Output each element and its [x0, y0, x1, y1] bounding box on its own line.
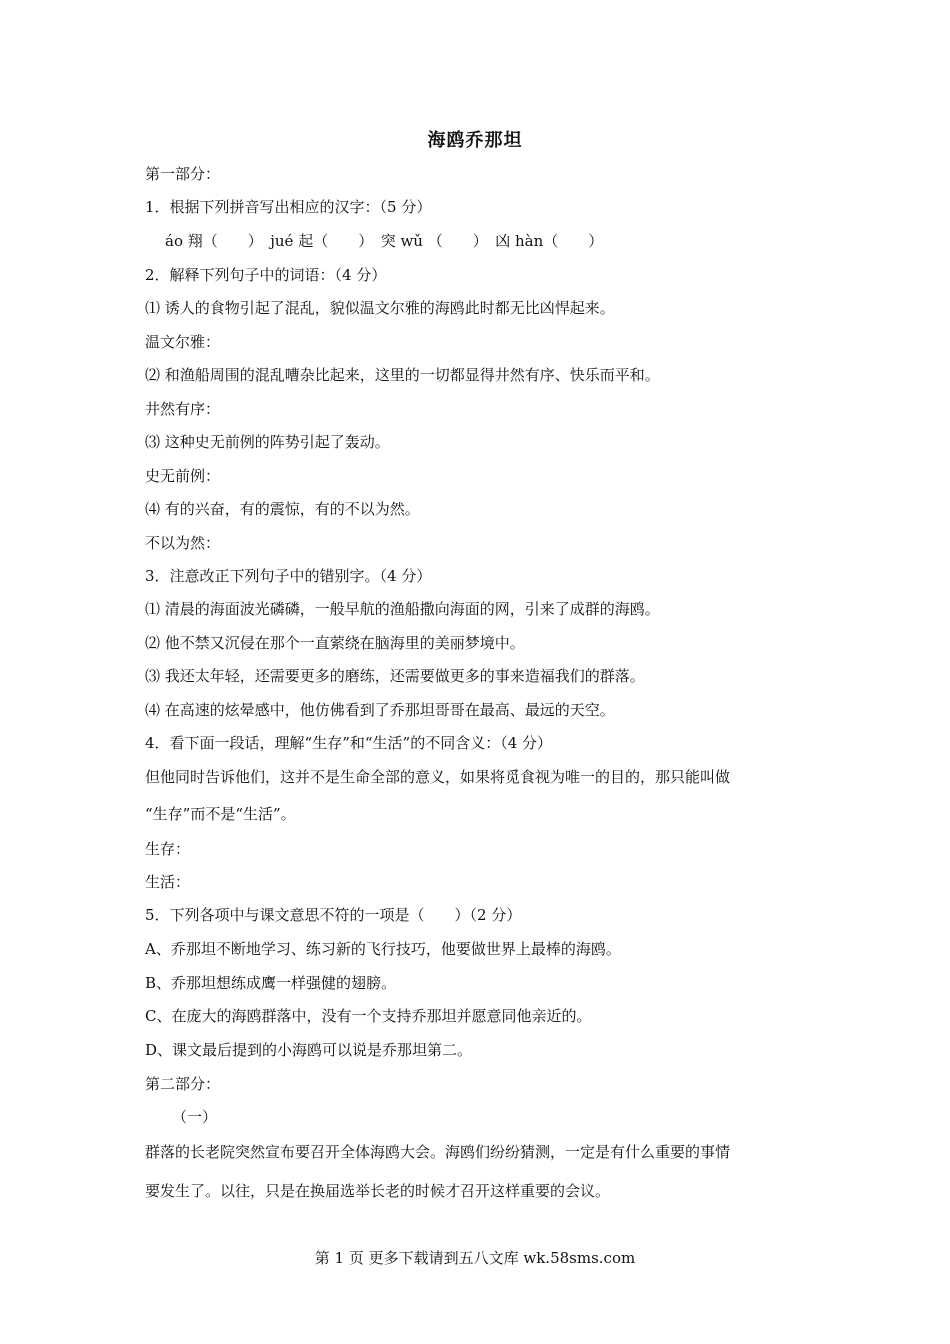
answer-label: 生存：: [145, 840, 191, 858]
option-d: D、课文最后提到的小海鸥可以说是乔那坦第二。: [145, 1041, 473, 1059]
paragraph-line: “生存”而不是“生活”。: [145, 805, 296, 823]
section-heading: 第二部分：: [145, 1075, 221, 1093]
sentence-item: ⑷ 在高速的炫晕感中，他仿佛看到了乔那坦哥哥在最高、最远的天空。: [145, 701, 615, 719]
subsection-heading: （一）: [172, 1108, 218, 1126]
page-title: 海鸥乔那坦: [427, 130, 523, 151]
section-heading: 第一部分：: [145, 165, 221, 183]
sentence-item: ⑴ 诱人的食物引起了混乱，貌似温文尔雅的海鸥此时都无比凶悍起来。: [145, 299, 615, 317]
paragraph-line: 但他同时告诉他们，这并不是生命全部的意义，如果将觅食视为唯一的目的，那只能叫做: [145, 768, 731, 786]
question-3: 3．注意改正下列句子中的错别字。（4 分）: [145, 567, 432, 585]
sentence-item: ⑵ 和渔船周围的混乱嘈杂比起来，这里的一切都显得井然有序、快乐而平和。: [145, 366, 660, 384]
sentence-item: ⑷ 有的兴奋，有的震惊，有的不以为然。: [145, 500, 420, 518]
answer-label: 温文尔雅：: [145, 333, 221, 351]
option-c: C、在庞大的海鸥群落中，没有一个支持乔那坦并愿意同他亲近的。: [145, 1007, 592, 1025]
answer-label: 不以为然：: [145, 534, 221, 552]
option-a: A、乔那坦不断地学习、练习新的飞行技巧，他要做世界上最棒的海鸥。: [145, 940, 621, 958]
paragraph-line: 要发生了。以往，只是在换届选举长老的时候才召开这样重要的会议。: [145, 1182, 611, 1200]
pinyin-row: áo 翔（ ） jué 起（ ） 突 wǔ （ ） 凶 hàn（ ）: [165, 232, 604, 250]
sentence-item: ⑵ 他不禁又沉侵在那个一直萦绕在脑海里的美丽梦境中。: [145, 634, 525, 652]
page-footer: 第 1 页 更多下载请到五八文库 wk.58sms.com: [314, 1249, 636, 1267]
sentence-item: ⑶ 这种史无前例的阵势引起了轰动。: [145, 433, 390, 451]
question-4: 4．看下面一段话，理解“生存”和“生活”的不同含义：（4 分）: [145, 734, 553, 752]
paragraph-line: 群落的长老院突然宣布要召开全体海鸥大会。海鸥们纷纷猜测，一定是有什么重要的事情: [145, 1143, 731, 1161]
sentence-item: ⑴ 清晨的海面波光磷磷，一般早航的渔船撒向海面的网，引来了成群的海鸥。: [145, 600, 660, 618]
answer-label: 生活：: [145, 873, 191, 891]
answer-label: 井然有序：: [145, 400, 221, 418]
question-1: 1．根据下列拼音写出相应的汉字：（5 分）: [145, 198, 432, 216]
question-2: 2．解释下列句子中的词语：（4 分）: [145, 266, 387, 284]
question-5: 5．下列各项中与课文意思不符的一项是（ ）（2 分）: [145, 906, 522, 924]
answer-label: 史无前例：: [145, 467, 221, 485]
sentence-item: ⑶ 我还太年轻，还需要更多的磨练，还需要做更多的事来造福我们的群落。: [145, 667, 645, 685]
option-b: B、乔那坦想练成鹰一样强健的翅膀。: [145, 974, 397, 992]
